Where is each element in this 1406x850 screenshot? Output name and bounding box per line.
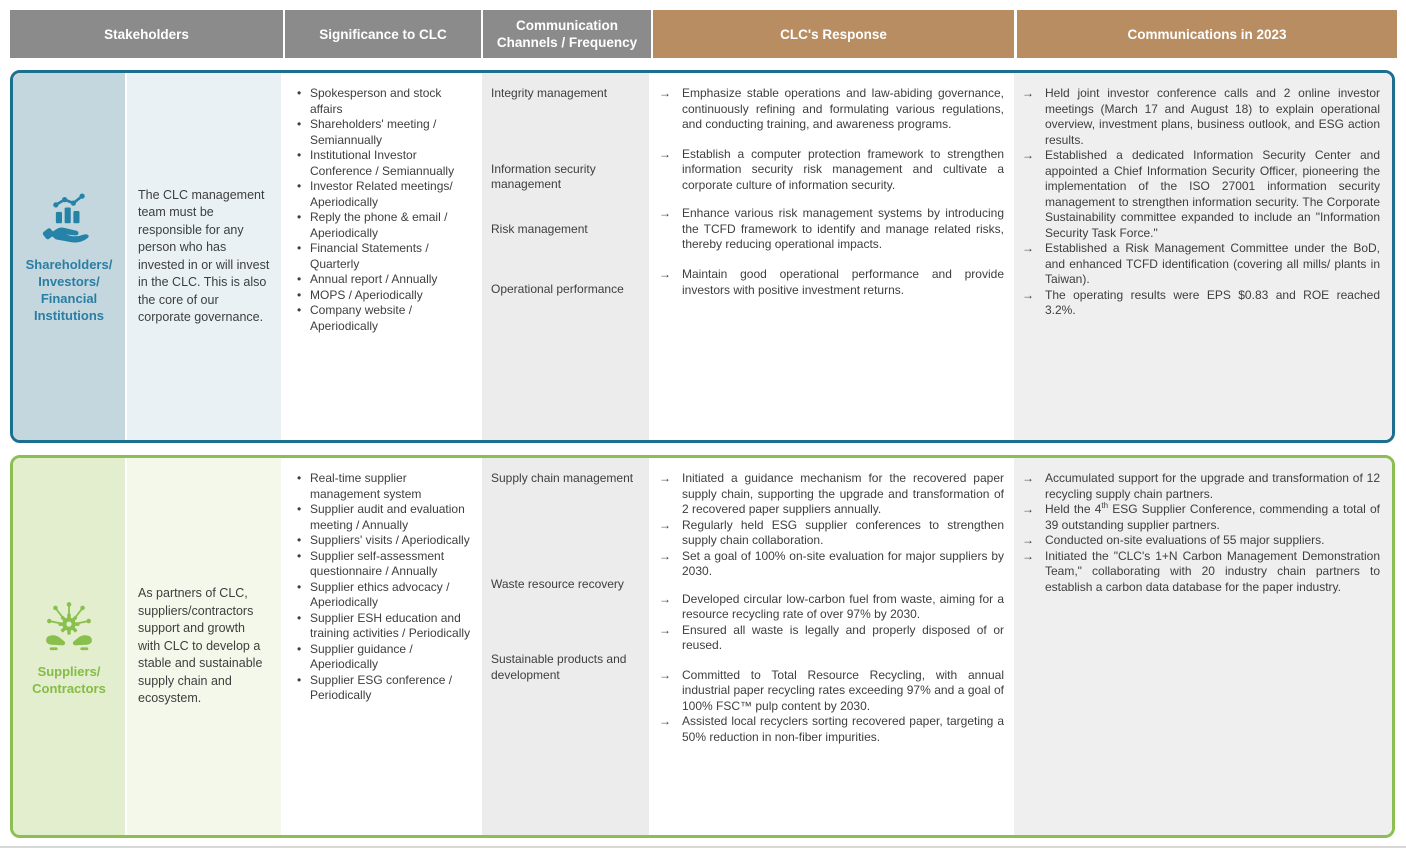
communication-item: → Conducted on-site evaluations of 55 major suppliers. — [1022, 533, 1380, 549]
list-item: • Supplier self-assessment questionnaire / Annually — [295, 549, 474, 580]
list-item: • Supplier ethics advocacy / Aperiodically — [295, 580, 474, 611]
response-item: → Assisted local recyclers sorting recovered paper, targeting a 50% reduction in non-fiber impurities. — [659, 714, 1004, 745]
list-item: • Real-time supplier management system — [295, 471, 474, 502]
channel-topic: Information security management — [491, 161, 596, 191]
response-item: → Set a goal of 100% on-site evaluation for major suppliers by 2030. — [659, 549, 1004, 580]
communication-item: → Initiated the "CLC's 1+N Carbon Management Demonstration Team," collaborating with 20 industry chain partners to establish a carbon data database for the paper industry. — [1022, 549, 1380, 596]
hand-holding-chart-icon — [40, 189, 98, 247]
column-header-label: Significance to CLC — [319, 26, 447, 42]
communication-item: → Held joint investor conference calls and 2 online investor meetings (March 17 and August 18) to explain operational overview, investment plans, business outlook, and ESG action results. — [1022, 86, 1380, 148]
column-header-label: Communications in 2023 — [1127, 26, 1287, 42]
response-item: → Emphasize stable operations and law-abiding governance, continuously refining and formulating various regulations, and conducting training, and awareness programs. — [659, 86, 1004, 133]
channel-topic: Integrity management — [491, 86, 608, 100]
stakeholder-cell — [13, 458, 127, 835]
response-item: → Regularly held ESG supplier conferences to strengthen supply chain collaboration. — [659, 518, 1004, 549]
channel-topic: Waste resource recovery — [491, 576, 624, 591]
response-item: → Enhance various risk management systems by introducing the TCFD framework to identify and manage related risks, thereby reducing operational impacts. — [659, 206, 1004, 253]
communication-item — [1022, 502, 1380, 533]
column-header-response — [653, 10, 1014, 58]
response-item: → Maintain good operational performance and provide investors with positive investment returns. — [659, 267, 1004, 298]
significance-list — [295, 86, 474, 334]
significance-description: The CLC management team must be responsible for any person who has invested in or will invest in the CLC. This is also the core of our corporate governance. — [138, 187, 270, 324]
list-item: • Annual report / Annually — [295, 272, 474, 288]
response-item: → Committed to Total Resource Recycling, with annual industrial paper recycling rates exceeding 97% and a goal of 100% FSC™ pulp content by 2030. — [659, 668, 1004, 715]
response-group — [659, 668, 1004, 746]
list-item: • Financial Statements / Quarterly — [295, 241, 474, 272]
response-group — [659, 206, 1004, 253]
clc-response-cell — [651, 73, 1014, 440]
list-item: • Supplier audit and evaluation meeting / Annually — [295, 502, 474, 533]
column-header-significance — [285, 10, 481, 58]
communications-list — [1022, 86, 1380, 319]
response-item: → Developed circular low-carbon fuel from waste, aiming for a resource recycling rate of over 97% by 2030. — [659, 592, 1004, 623]
list-item: • Reply the phone & email / Aperiodically — [295, 210, 474, 241]
response-item: → Ensured all waste is legally and properly disposed of or reused. — [659, 623, 1004, 654]
significance-description: As partners of CLC, suppliers/contractors support and growth with CLC to develop a stable and sustainable supply chain and ecosystem. — [138, 586, 263, 706]
page-bottom-divider — [0, 846, 1406, 848]
column-header-stakeholders — [10, 10, 283, 58]
column-header-label: Stakeholders — [104, 26, 189, 42]
list-item: • Supplier guidance / Aperiodically — [295, 642, 474, 673]
response-group — [659, 267, 1004, 298]
column-header-label: Communication Channels / Frequency — [496, 18, 638, 50]
communications-2023-cell — [1014, 73, 1392, 440]
clc-response-cell — [651, 458, 1014, 835]
list-item: • Investor Related meetings/ Aperiodically — [295, 179, 474, 210]
list-item: • Suppliers' visits / Aperiodically — [295, 533, 474, 549]
significance-items-cell — [283, 73, 482, 440]
communication-channels-cell — [482, 458, 651, 835]
communication-channels-cell — [482, 73, 651, 440]
list-item: • Supplier ESG conference / Periodically — [295, 673, 474, 704]
significance-description-cell — [127, 458, 283, 835]
response-group — [659, 592, 1004, 654]
channel-topic: Operational performance — [491, 282, 624, 296]
channel-topic: Risk management — [491, 221, 588, 236]
response-item: → Establish a computer protection framework to strengthen information security risk management and cultivate a corporate culture of information security. — [659, 147, 1004, 194]
communication-item: → Established a Risk Management Committee under the BoD, and enhanced TCFD identification (covering all mills/ plants in Taiwan). — [1022, 241, 1380, 288]
response-group — [659, 86, 1004, 133]
communication-item: → The operating results were EPS $0.83 and ROE reached 3.2%. — [1022, 288, 1380, 319]
list-item: • Spokesperson and stock affairs — [295, 86, 474, 117]
list-item: • Institutional Investor Conference / Semiannually — [295, 148, 474, 179]
communication-item: → Established a dedicated Information Security Center and appointed a Chief Information Security Officer, pioneering the implementation of the ISO 27001 information security management to strengthen information security. The Corporate Sustainability committee expanded to include an "Information Security Task Force." — [1022, 148, 1380, 241]
column-header-channels — [483, 10, 651, 58]
list-item: • Supplier ESH education and training activities / Periodically — [295, 611, 474, 642]
channel-topic: Supply chain management — [491, 471, 634, 485]
communication-item-text: ESG Supplier Conference, commending a total of 39 outstanding supplier partners. — [1045, 502, 1381, 532]
stakeholder-name: Suppliers/ Contractors — [32, 664, 106, 696]
stakeholder-row-shareholders — [10, 70, 1395, 443]
hands-holding-gear-network-icon — [40, 596, 98, 654]
channel-topic: Sustainable products and development — [491, 652, 627, 682]
communications-2023-cell — [1014, 458, 1392, 835]
column-header-communications-2023 — [1017, 10, 1397, 58]
response-group — [659, 471, 1004, 580]
communications-list — [1022, 471, 1380, 595]
list-item: • Shareholders' meeting / Semiannually — [295, 117, 474, 148]
response-group — [659, 147, 1004, 194]
stakeholder-cell — [13, 73, 127, 440]
significance-items-cell — [283, 458, 482, 835]
list-item: • MOPS / Aperiodically — [295, 288, 474, 304]
column-header-label: CLC's Response — [780, 26, 887, 42]
significance-description-cell — [127, 73, 283, 440]
communication-item: → Accumulated support for the upgrade and transformation of 12 recycling supply chain partners. — [1022, 471, 1380, 502]
response-item: → Initiated a guidance mechanism for the recovered paper supply chain, supporting the upgrade and transformation of 2 recovered paper suppliers annually. — [659, 471, 1004, 518]
stakeholder-row-suppliers — [10, 455, 1395, 838]
list-item: • Company website / Aperiodically — [295, 303, 474, 334]
stakeholder-name: Shareholders/ Investors/ Financial Institutions — [25, 257, 113, 323]
significance-list — [295, 471, 474, 704]
communication-item-text: Held the 4 — [1045, 502, 1102, 516]
ordinal-superscript: th — [1101, 501, 1109, 510]
